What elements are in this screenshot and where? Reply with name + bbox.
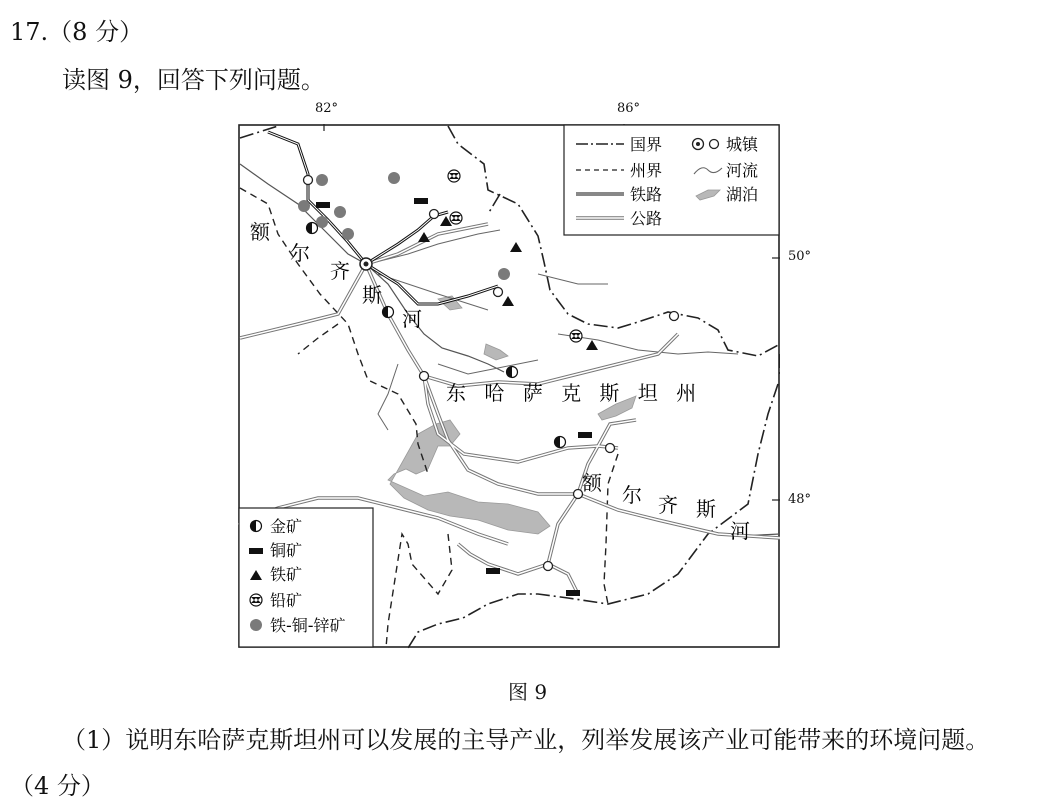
river-label-lower-1: 尔 <box>622 483 642 507</box>
region-label: 东 哈 萨 克 斯 坦 州 <box>446 381 703 405</box>
question-number: 17.（8 分） <box>10 18 144 46</box>
legend-river-label: 河流 <box>726 161 759 180</box>
legend-gold-label: 金矿 <box>270 517 303 536</box>
legend-lead-label: 铅矿 <box>270 591 303 610</box>
river-label-upper-0: 额 <box>250 220 270 244</box>
figure-caption: 图 9 <box>508 680 548 704</box>
legend-iron-label: 铁矿 <box>270 565 303 584</box>
longitude-label-82: 82° <box>315 101 339 116</box>
map-figure <box>238 124 780 650</box>
river-label-upper-3: 斯 <box>362 283 382 307</box>
legend-road-label: 公路 <box>630 209 663 228</box>
capital-town <box>360 258 372 270</box>
river-label-lower-4: 河 <box>730 519 750 543</box>
legend-town-label: 城镇 <box>726 135 759 154</box>
question-intro: 读图 9，回答下列问题。 <box>62 66 325 94</box>
legend-border-label: 国界 <box>630 135 663 154</box>
river-label-upper-4: 河 <box>402 307 422 331</box>
legend-state-border-label: 州界 <box>630 161 663 180</box>
legend-iron-copper-zinc-label: 铁-铜-锌矿 <box>270 616 346 635</box>
legend-railway-label: 铁路 <box>630 185 663 204</box>
legend-minerals-box <box>239 508 373 647</box>
legend-lines-box <box>564 125 779 235</box>
longitude-label-86: 86° <box>617 101 641 116</box>
river-label-lower-0: 额 <box>582 471 602 495</box>
subquestion-1-score: （4 分） <box>10 772 105 800</box>
subquestion-1-text: （1）说明东哈萨克斯坦州可以发展的主导产业，列举发展该产业可能带来的环境问题。 <box>62 726 990 754</box>
river-label-upper-1: 尔 <box>290 241 310 265</box>
river-label-upper-2: 齐 <box>330 259 350 283</box>
latitude-label-50: 50° <box>788 249 812 264</box>
latitude-label-48: 48° <box>788 492 812 507</box>
river-label-lower-3: 斯 <box>696 497 716 521</box>
legend-copper-label: 铜矿 <box>270 541 303 560</box>
river-label-lower-2: 齐 <box>658 493 678 517</box>
legend-lake-label: 湖泊 <box>726 185 759 204</box>
